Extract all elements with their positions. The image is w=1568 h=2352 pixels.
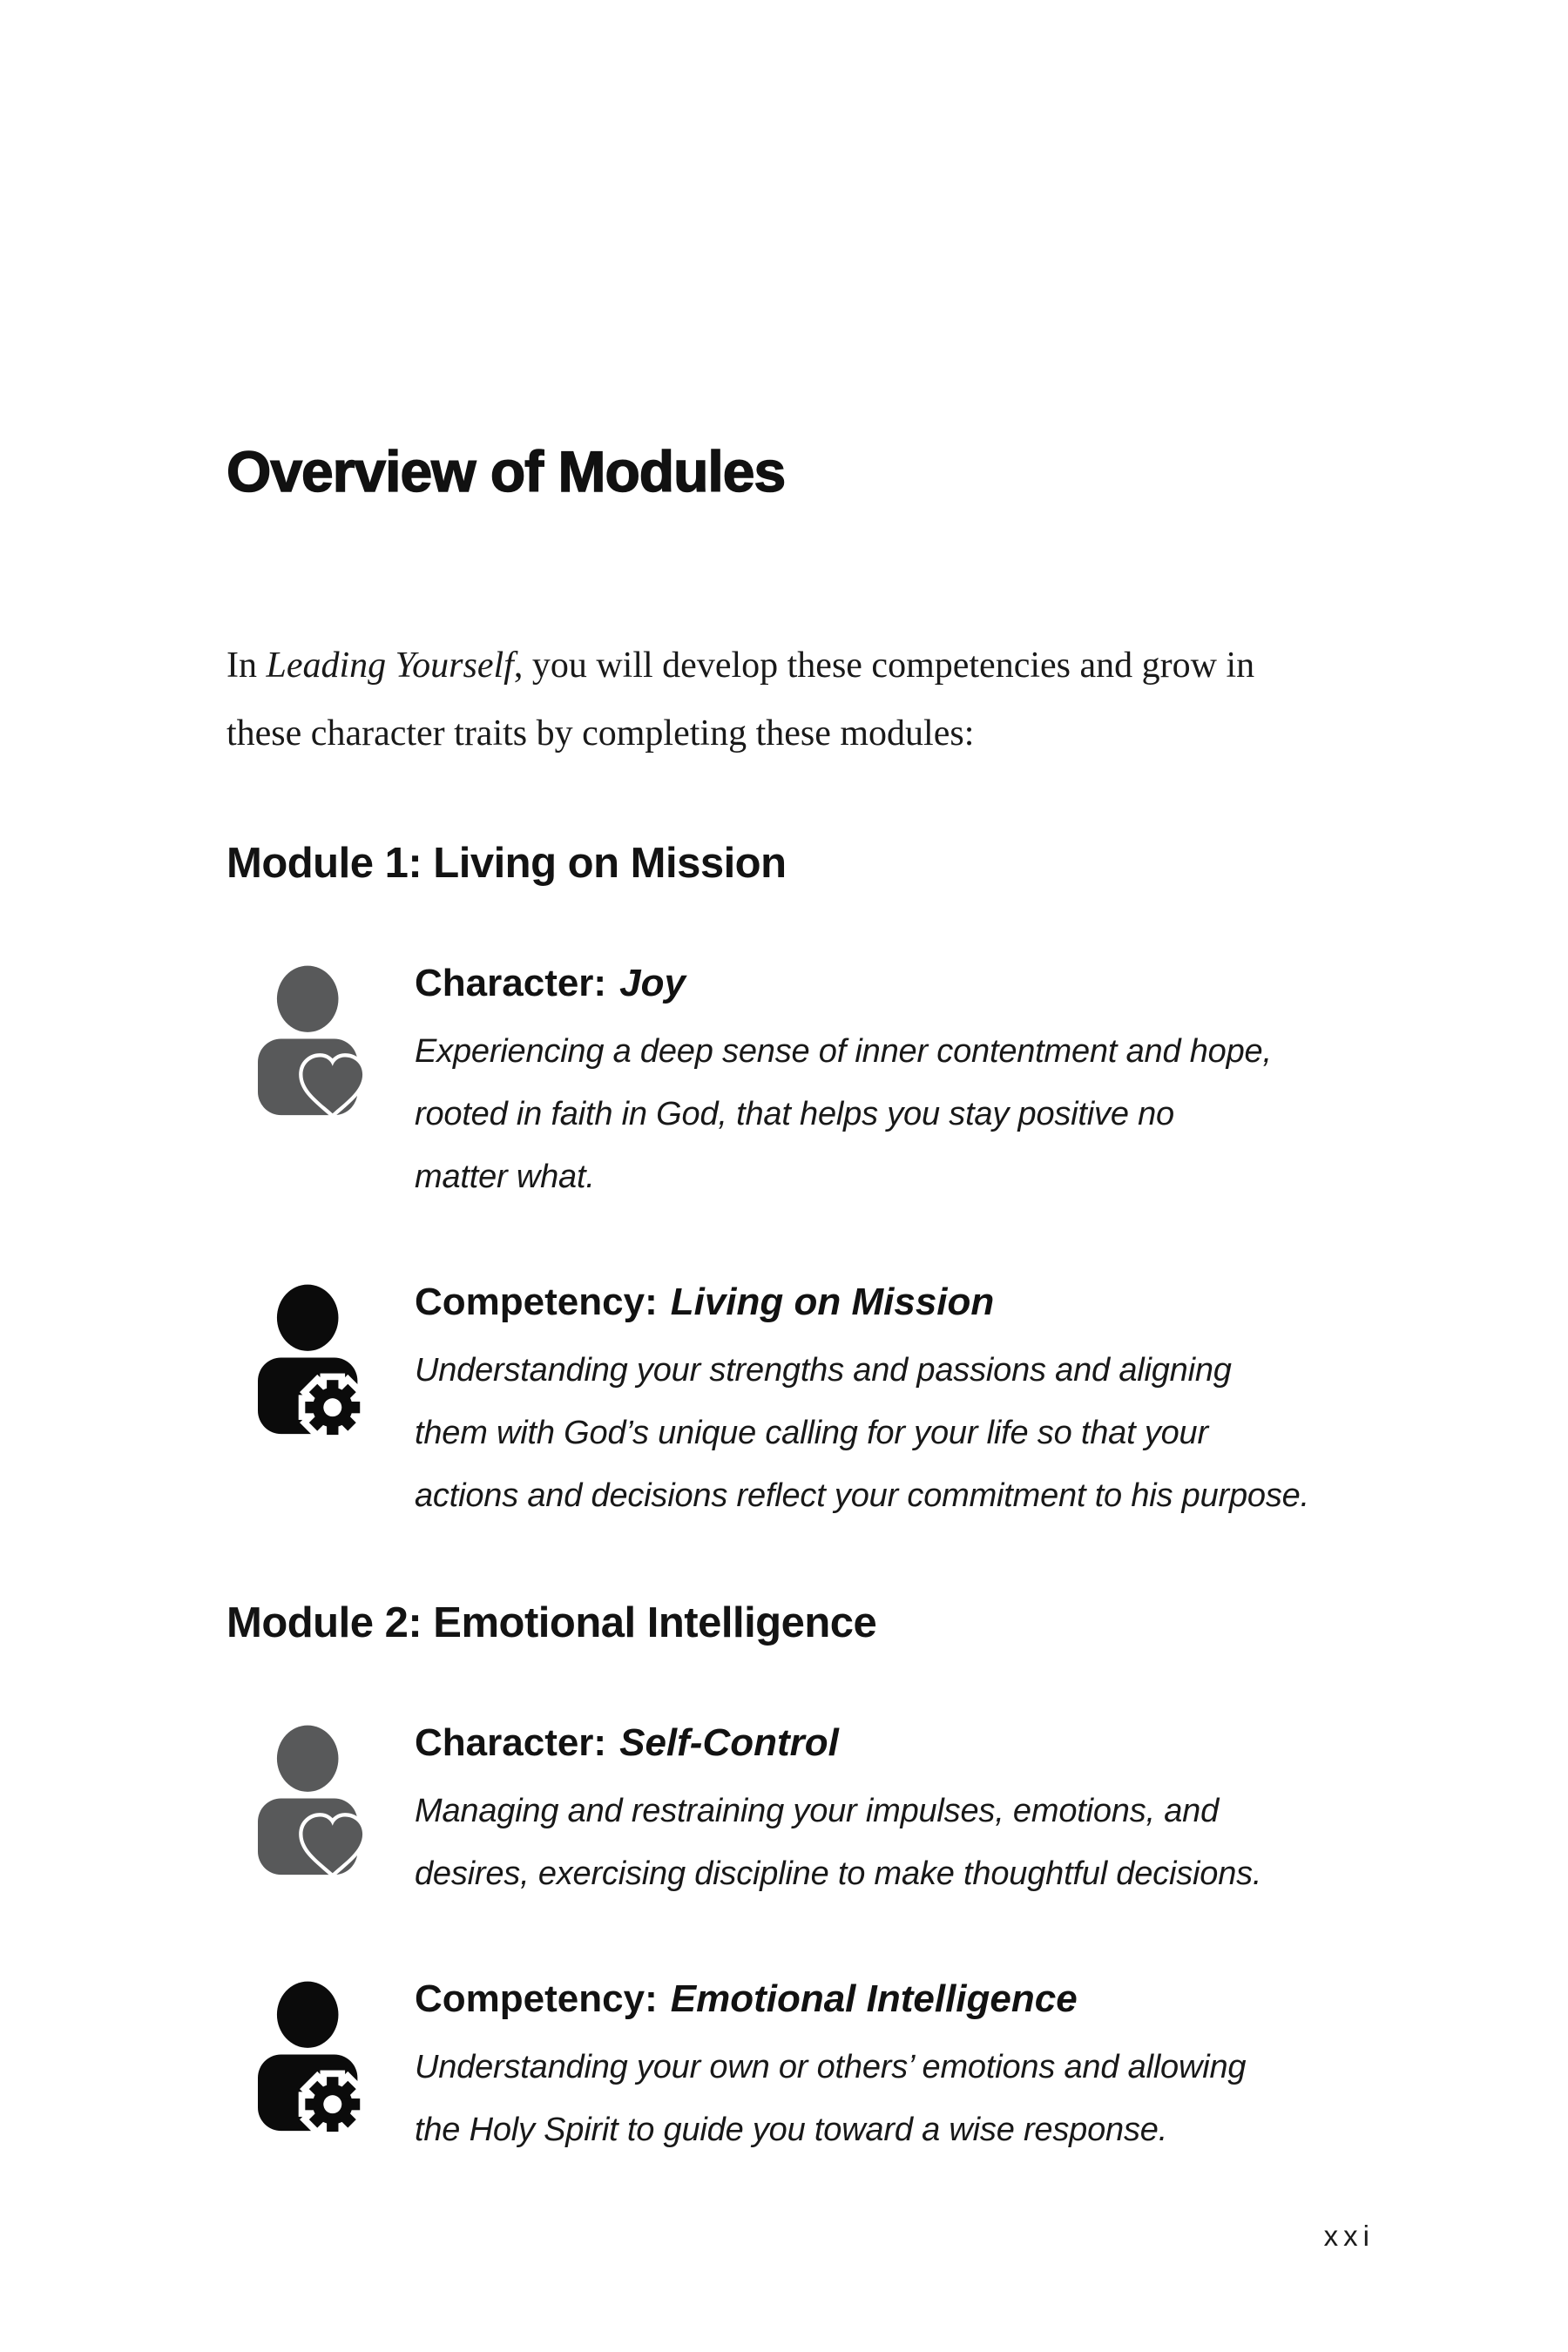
entry-description: Managing and restraining your impulses, emotions, and desires, exercising discipline to make thoughtful decisions. [415,1793,1262,1892]
entry-value: Emotional Intelligence [670,1977,1078,2020]
intro-prefix: In [226,645,267,686]
entry-text [415,1719,1394,1905]
entry-label: Competency: [415,1977,658,2020]
person-gear-icon [258,1980,364,2146]
entry-text [415,1975,1394,2161]
person-heart-icon [258,1724,364,1889]
entry-value: Self-Control [619,1721,839,1764]
entry-heading [415,1719,1394,1767]
module-1-heading: Module 1: Living on Mission [226,840,787,887]
entry-description: Experiencing a deep sense of inner contentment and hope, rooted in faith in God, that helps you stay positive no matter what. [415,1033,1272,1195]
entry-text [415,959,1394,1208]
entry-heading [415,1975,1394,2024]
entry-text [415,1278,1394,1527]
entry-description: Understanding your strengths and passions and aligning them with God’s unique calling for your life so that your actions and decisions reflect your commitment to his purpose. [415,1352,1309,1514]
intro-line2: these character traits by completing these modules: [226,713,975,754]
page-title: Overview of Modules [226,439,786,504]
person-heart-icon [258,964,364,1130]
module-2-character-entry [226,1719,1394,1905]
intro-book-title: Leading Yourself [266,645,514,686]
entry-label: Competency: [415,1281,658,1323]
intro-paragraph [226,632,1394,767]
entry-value: Living on Mission [670,1281,995,1323]
entry-description: Understanding your own or others’ emotions and allowing the Holy Spirit to guide you toward a wise response. [415,2049,1247,2148]
entry-value: Joy [619,962,686,1004]
module-2-heading: Module 2: Emotional Intelligence [226,1599,877,1646]
intro-rest-line1: , you will develop these competencies and grow in [513,645,1255,686]
page-number: xxi [1323,2220,1375,2252]
entry-heading [415,1278,1394,1327]
entry-heading [415,959,1394,1008]
module-1-character-entry [226,959,1394,1208]
entry-label: Character: [415,1721,607,1764]
module-1-competency-entry [226,1278,1394,1527]
person-gear-icon [258,1283,364,1449]
entry-label: Character: [415,962,607,1004]
module-2-competency-entry [226,1975,1394,2161]
